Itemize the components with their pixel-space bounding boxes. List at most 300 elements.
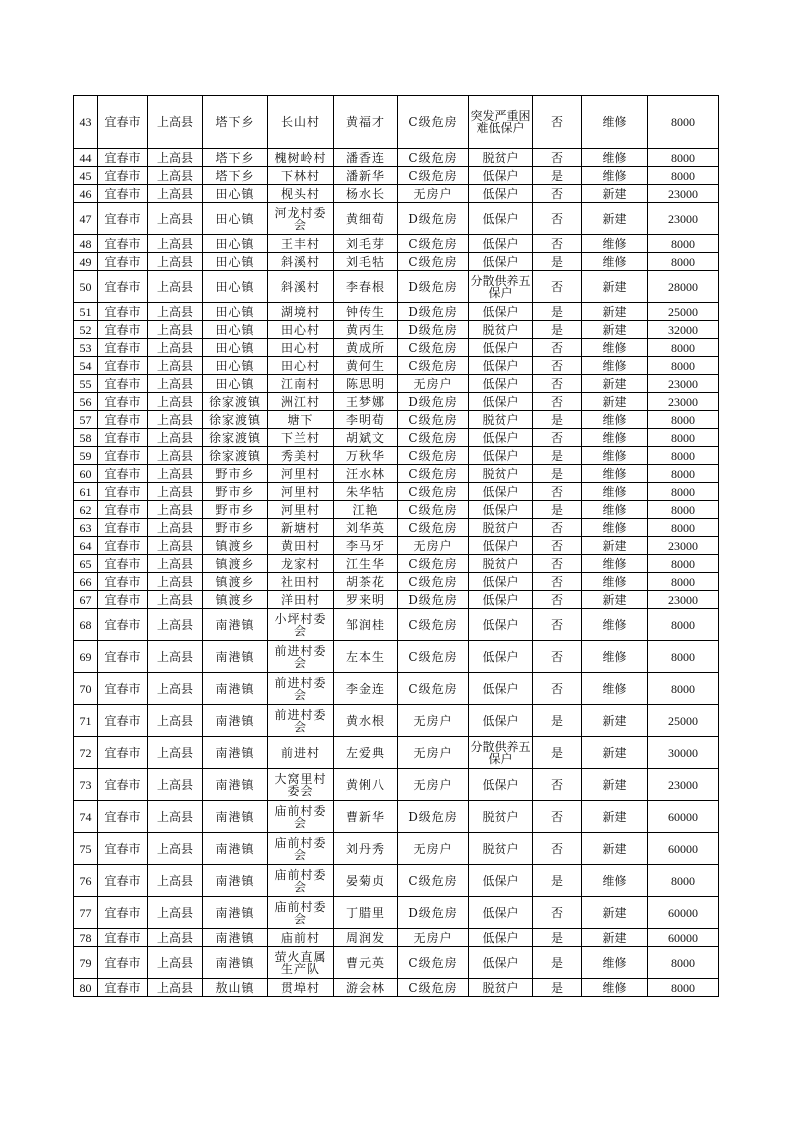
cell-household-type: 低保户 (469, 573, 533, 591)
cell-person-name: 黄丙生 (334, 321, 398, 339)
cell-person-name: 黄细荀 (334, 203, 398, 235)
cell-amount: 8000 (648, 167, 719, 185)
cell-row-number: 63 (74, 519, 98, 537)
cell-row-number: 66 (74, 573, 98, 591)
cell-city: 宜春市 (98, 149, 148, 167)
cell-person-name: 潘新华 (334, 167, 398, 185)
cell-city: 宜春市 (98, 519, 148, 537)
cell-town: 塔下乡 (203, 96, 268, 149)
cell-amount: 30000 (648, 737, 719, 769)
table-row (74, 321, 719, 339)
cell-household-type: 分散供养五保户 (469, 271, 533, 303)
cell-row-number: 52 (74, 321, 98, 339)
cell-village: 洲江村 (268, 393, 334, 411)
cell-person-name: 汪水林 (334, 465, 398, 483)
cell-town: 田心镇 (203, 339, 268, 357)
cell-row-number: 55 (74, 375, 98, 393)
cell-flag: 是 (533, 947, 582, 979)
cell-county: 上高县 (148, 483, 203, 501)
cell-flag: 否 (533, 673, 582, 705)
cell-amount: 8000 (648, 411, 719, 429)
cell-amount: 8000 (648, 501, 719, 519)
cell-flag: 是 (533, 979, 582, 997)
table-row (74, 411, 719, 429)
cell-action: 维修 (582, 609, 648, 641)
cell-row-number: 67 (74, 591, 98, 609)
cell-town: 南港镇 (203, 673, 268, 705)
cell-housing-category: 无房户 (398, 537, 469, 555)
cell-amount: 23000 (648, 203, 719, 235)
cell-village: 河里村 (268, 483, 334, 501)
cell-row-number: 65 (74, 555, 98, 573)
cell-action: 新建 (582, 537, 648, 555)
cell-village: 龙家村 (268, 555, 334, 573)
cell-county: 上高县 (148, 897, 203, 929)
cell-row-number: 71 (74, 705, 98, 737)
cell-amount: 60000 (648, 929, 719, 947)
cell-amount: 23000 (648, 769, 719, 801)
cell-household-type: 低保户 (469, 429, 533, 447)
table-row (74, 573, 719, 591)
cell-town: 野市乡 (203, 519, 268, 537)
cell-person-name: 江生华 (334, 555, 398, 573)
cell-action: 新建 (582, 271, 648, 303)
cell-city: 宜春市 (98, 833, 148, 865)
cell-action: 新建 (582, 203, 648, 235)
cell-town: 南港镇 (203, 929, 268, 947)
cell-household-type: 突发严重困难低保户 (469, 96, 533, 149)
cell-county: 上高县 (148, 641, 203, 673)
cell-person-name: 李金连 (334, 673, 398, 705)
cell-amount: 8000 (648, 947, 719, 979)
cell-action: 维修 (582, 235, 648, 253)
cell-village: 庙前村委会 (268, 801, 334, 833)
table-row (74, 429, 719, 447)
cell-amount: 25000 (648, 705, 719, 737)
cell-amount: 8000 (648, 519, 719, 537)
cell-amount: 60000 (648, 833, 719, 865)
cell-town: 田心镇 (203, 235, 268, 253)
cell-action: 新建 (582, 393, 648, 411)
table-row (74, 149, 719, 167)
cell-row-number: 57 (74, 411, 98, 429)
cell-village: 小坪村委会 (268, 609, 334, 641)
cell-city: 宜春市 (98, 357, 148, 375)
cell-housing-category: 无房户 (398, 705, 469, 737)
cell-action: 维修 (582, 865, 648, 897)
cell-city: 宜春市 (98, 979, 148, 997)
cell-action: 维修 (582, 465, 648, 483)
cell-person-name: 黄福才 (334, 96, 398, 149)
cell-county: 上高县 (148, 865, 203, 897)
cell-county: 上高县 (148, 321, 203, 339)
cell-flag: 是 (533, 501, 582, 519)
household-table (73, 95, 719, 997)
cell-county: 上高县 (148, 591, 203, 609)
cell-village: 槐树岭村 (268, 149, 334, 167)
cell-county: 上高县 (148, 149, 203, 167)
cell-flag: 否 (533, 203, 582, 235)
cell-county: 上高县 (148, 393, 203, 411)
cell-action: 新建 (582, 591, 648, 609)
cell-village: 洋田村 (268, 591, 334, 609)
cell-household-type: 低保户 (469, 705, 533, 737)
cell-amount: 8000 (648, 357, 719, 375)
cell-town: 敖山镇 (203, 979, 268, 997)
cell-person-name: 朱华牯 (334, 483, 398, 501)
cell-town: 镇渡乡 (203, 591, 268, 609)
cell-row-number: 48 (74, 235, 98, 253)
cell-housing-category: D级危房 (398, 203, 469, 235)
cell-housing-category: C级危房 (398, 167, 469, 185)
cell-household-type: 低保户 (469, 393, 533, 411)
cell-city: 宜春市 (98, 235, 148, 253)
cell-city: 宜春市 (98, 447, 148, 465)
cell-housing-category: D级危房 (398, 393, 469, 411)
cell-action: 新建 (582, 185, 648, 203)
cell-person-name: 李春根 (334, 271, 398, 303)
cell-flag: 是 (533, 465, 582, 483)
table-row (74, 203, 719, 235)
cell-row-number: 77 (74, 897, 98, 929)
cell-housing-category: 无房户 (398, 929, 469, 947)
cell-amount: 60000 (648, 801, 719, 833)
table-row (74, 673, 719, 705)
cell-city: 宜春市 (98, 96, 148, 149)
cell-town: 南港镇 (203, 705, 268, 737)
cell-village: 庙前村委会 (268, 865, 334, 897)
cell-city: 宜春市 (98, 339, 148, 357)
cell-flag: 否 (533, 357, 582, 375)
cell-amount: 8000 (648, 429, 719, 447)
table-row (74, 609, 719, 641)
cell-town: 徐家渡镇 (203, 411, 268, 429)
cell-housing-category: D级危房 (398, 591, 469, 609)
table-row (74, 833, 719, 865)
cell-village: 前进村委会 (268, 673, 334, 705)
cell-town: 南港镇 (203, 641, 268, 673)
cell-action: 新建 (582, 375, 648, 393)
cell-row-number: 46 (74, 185, 98, 203)
cell-town: 南港镇 (203, 801, 268, 833)
table-body (74, 96, 719, 997)
cell-city: 宜春市 (98, 483, 148, 501)
cell-city: 宜春市 (98, 203, 148, 235)
table-row (74, 641, 719, 673)
cell-flag: 否 (533, 641, 582, 673)
cell-person-name: 刘华英 (334, 519, 398, 537)
cell-city: 宜春市 (98, 375, 148, 393)
cell-county: 上高县 (148, 609, 203, 641)
cell-flag: 否 (533, 519, 582, 537)
cell-town: 田心镇 (203, 357, 268, 375)
table-row (74, 339, 719, 357)
cell-flag: 否 (533, 429, 582, 447)
cell-county: 上高县 (148, 947, 203, 979)
cell-village: 河里村 (268, 465, 334, 483)
cell-person-name: 丁腊里 (334, 897, 398, 929)
cell-county: 上高县 (148, 429, 203, 447)
table-row (74, 303, 719, 321)
cell-village: 田心村 (268, 321, 334, 339)
cell-county: 上高县 (148, 465, 203, 483)
cell-household-type: 低保户 (469, 673, 533, 705)
cell-row-number: 49 (74, 253, 98, 271)
cell-person-name: 曹元英 (334, 947, 398, 979)
cell-housing-category: C级危房 (398, 609, 469, 641)
cell-housing-category: C级危房 (398, 429, 469, 447)
cell-flag: 否 (533, 801, 582, 833)
cell-row-number: 61 (74, 483, 98, 501)
cell-county: 上高县 (148, 339, 203, 357)
cell-county: 上高县 (148, 357, 203, 375)
cell-housing-category: C级危房 (398, 673, 469, 705)
cell-flag: 是 (533, 865, 582, 897)
cell-household-type: 低保户 (469, 769, 533, 801)
cell-city: 宜春市 (98, 673, 148, 705)
cell-village: 下林村 (268, 167, 334, 185)
cell-city: 宜春市 (98, 769, 148, 801)
cell-county: 上高县 (148, 929, 203, 947)
cell-housing-category: C级危房 (398, 149, 469, 167)
cell-city: 宜春市 (98, 411, 148, 429)
cell-household-type: 低保户 (469, 303, 533, 321)
cell-amount: 28000 (648, 271, 719, 303)
cell-housing-category: C级危房 (398, 865, 469, 897)
cell-town: 镇渡乡 (203, 573, 268, 591)
cell-city: 宜春市 (98, 705, 148, 737)
cell-person-name: 王梦娜 (334, 393, 398, 411)
table-row (74, 769, 719, 801)
table-row (74, 801, 719, 833)
cell-village: 枧头村 (268, 185, 334, 203)
cell-person-name: 陈思明 (334, 375, 398, 393)
cell-action: 维修 (582, 483, 648, 501)
table-row (74, 271, 719, 303)
cell-village: 河里村 (268, 501, 334, 519)
cell-action: 新建 (582, 303, 648, 321)
cell-housing-category: C级危房 (398, 555, 469, 573)
cell-housing-category: 无房户 (398, 769, 469, 801)
cell-county: 上高县 (148, 501, 203, 519)
cell-housing-category: C级危房 (398, 501, 469, 519)
cell-city: 宜春市 (98, 321, 148, 339)
cell-household-type: 低保户 (469, 203, 533, 235)
cell-person-name: 周润发 (334, 929, 398, 947)
cell-amount: 8000 (648, 235, 719, 253)
cell-city: 宜春市 (98, 573, 148, 591)
cell-housing-category: C级危房 (398, 979, 469, 997)
cell-town: 塔下乡 (203, 167, 268, 185)
cell-action: 维修 (582, 411, 648, 429)
cell-village: 斜溪村 (268, 271, 334, 303)
cell-village: 前进村委会 (268, 705, 334, 737)
table-row (74, 591, 719, 609)
cell-flag: 否 (533, 375, 582, 393)
cell-person-name: 左爱典 (334, 737, 398, 769)
cell-row-number: 74 (74, 801, 98, 833)
cell-town: 南港镇 (203, 609, 268, 641)
cell-town: 南港镇 (203, 769, 268, 801)
cell-household-type: 低保户 (469, 947, 533, 979)
cell-amount: 8000 (648, 149, 719, 167)
cell-action: 维修 (582, 555, 648, 573)
cell-county: 上高县 (148, 235, 203, 253)
cell-town: 野市乡 (203, 465, 268, 483)
cell-action: 维修 (582, 357, 648, 375)
cell-action: 新建 (582, 833, 648, 865)
cell-action: 维修 (582, 519, 648, 537)
cell-county: 上高县 (148, 411, 203, 429)
cell-city: 宜春市 (98, 555, 148, 573)
table-row (74, 537, 719, 555)
cell-village: 秀美村 (268, 447, 334, 465)
cell-household-type: 低保户 (469, 897, 533, 929)
cell-county: 上高县 (148, 447, 203, 465)
cell-action: 维修 (582, 429, 648, 447)
cell-county: 上高县 (148, 96, 203, 149)
cell-amount: 8000 (648, 447, 719, 465)
cell-county: 上高县 (148, 833, 203, 865)
cell-person-name: 李明荀 (334, 411, 398, 429)
cell-row-number: 68 (74, 609, 98, 641)
cell-flag: 否 (533, 833, 582, 865)
table-row (74, 979, 719, 997)
cell-action: 维修 (582, 339, 648, 357)
cell-village: 前进村 (268, 737, 334, 769)
cell-city: 宜春市 (98, 393, 148, 411)
cell-village: 萤火直属生产队 (268, 947, 334, 979)
cell-action: 维修 (582, 447, 648, 465)
cell-flag: 是 (533, 321, 582, 339)
cell-flag: 否 (533, 769, 582, 801)
cell-housing-category: 无房户 (398, 737, 469, 769)
cell-flag: 否 (533, 235, 582, 253)
cell-flag: 否 (533, 573, 582, 591)
cell-town: 田心镇 (203, 253, 268, 271)
cell-town: 南港镇 (203, 833, 268, 865)
cell-amount: 23000 (648, 375, 719, 393)
cell-county: 上高县 (148, 573, 203, 591)
table-row (74, 375, 719, 393)
cell-row-number: 58 (74, 429, 98, 447)
cell-row-number: 80 (74, 979, 98, 997)
cell-row-number: 56 (74, 393, 98, 411)
cell-action: 维修 (582, 149, 648, 167)
cell-action: 新建 (582, 897, 648, 929)
cell-county: 上高县 (148, 705, 203, 737)
cell-amount: 8000 (648, 465, 719, 483)
cell-person-name: 黄水根 (334, 705, 398, 737)
cell-household-type: 脱贫户 (469, 555, 533, 573)
cell-person-name: 刘丹秀 (334, 833, 398, 865)
cell-county: 上高县 (148, 303, 203, 321)
table-row (74, 185, 719, 203)
cell-amount: 8000 (648, 96, 719, 149)
cell-county: 上高县 (148, 769, 203, 801)
cell-village: 庙前村委会 (268, 833, 334, 865)
cell-town: 田心镇 (203, 271, 268, 303)
cell-county: 上高县 (148, 203, 203, 235)
cell-amount: 8000 (648, 573, 719, 591)
table-row (74, 465, 719, 483)
cell-amount: 23000 (648, 591, 719, 609)
cell-amount: 8000 (648, 641, 719, 673)
cell-village: 田心村 (268, 357, 334, 375)
cell-flag: 否 (533, 591, 582, 609)
cell-household-type: 低保户 (469, 537, 533, 555)
cell-amount: 60000 (648, 897, 719, 929)
cell-flag: 否 (533, 339, 582, 357)
cell-row-number: 47 (74, 203, 98, 235)
cell-town: 田心镇 (203, 375, 268, 393)
cell-housing-category: 无房户 (398, 833, 469, 865)
cell-village: 田心村 (268, 339, 334, 357)
cell-housing-category: D级危房 (398, 801, 469, 833)
cell-person-name: 潘香连 (334, 149, 398, 167)
table-row (74, 947, 719, 979)
cell-town: 南港镇 (203, 897, 268, 929)
cell-city: 宜春市 (98, 929, 148, 947)
cell-town: 野市乡 (203, 483, 268, 501)
cell-housing-category: C级危房 (398, 447, 469, 465)
cell-village: 社田村 (268, 573, 334, 591)
cell-county: 上高县 (148, 185, 203, 203)
cell-action: 新建 (582, 769, 648, 801)
cell-town: 徐家渡镇 (203, 447, 268, 465)
cell-household-type: 低保户 (469, 641, 533, 673)
cell-person-name: 胡斌文 (334, 429, 398, 447)
cell-town: 徐家渡镇 (203, 429, 268, 447)
cell-household-type: 脱贫户 (469, 519, 533, 537)
table-row (74, 705, 719, 737)
cell-housing-category: C级危房 (398, 573, 469, 591)
cell-action: 新建 (582, 929, 648, 947)
cell-housing-category: C级危房 (398, 357, 469, 375)
cell-city: 宜春市 (98, 865, 148, 897)
cell-household-type: 低保户 (469, 253, 533, 271)
cell-action: 维修 (582, 501, 648, 519)
cell-town: 塔下乡 (203, 149, 268, 167)
cell-city: 宜春市 (98, 897, 148, 929)
cell-action: 维修 (582, 979, 648, 997)
cell-person-name: 杨水长 (334, 185, 398, 203)
table-row (74, 555, 719, 573)
cell-housing-category: D级危房 (398, 897, 469, 929)
cell-amount: 8000 (648, 979, 719, 997)
cell-city: 宜春市 (98, 537, 148, 555)
cell-row-number: 75 (74, 833, 98, 865)
cell-row-number: 73 (74, 769, 98, 801)
cell-village: 黄田村 (268, 537, 334, 555)
cell-flag: 是 (533, 411, 582, 429)
cell-person-name: 黄成所 (334, 339, 398, 357)
cell-flag: 否 (533, 483, 582, 501)
cell-village: 大窝里村委会 (268, 769, 334, 801)
cell-town: 徐家渡镇 (203, 393, 268, 411)
cell-county: 上高县 (148, 375, 203, 393)
cell-household-type: 低保户 (469, 185, 533, 203)
cell-amount: 8000 (648, 253, 719, 271)
cell-town: 野市乡 (203, 501, 268, 519)
cell-housing-category: C级危房 (398, 641, 469, 673)
cell-row-number: 69 (74, 641, 98, 673)
cell-county: 上高县 (148, 979, 203, 997)
table-row (74, 357, 719, 375)
cell-household-type: 分散供养五保户 (469, 737, 533, 769)
cell-town: 镇渡乡 (203, 555, 268, 573)
cell-action: 新建 (582, 705, 648, 737)
